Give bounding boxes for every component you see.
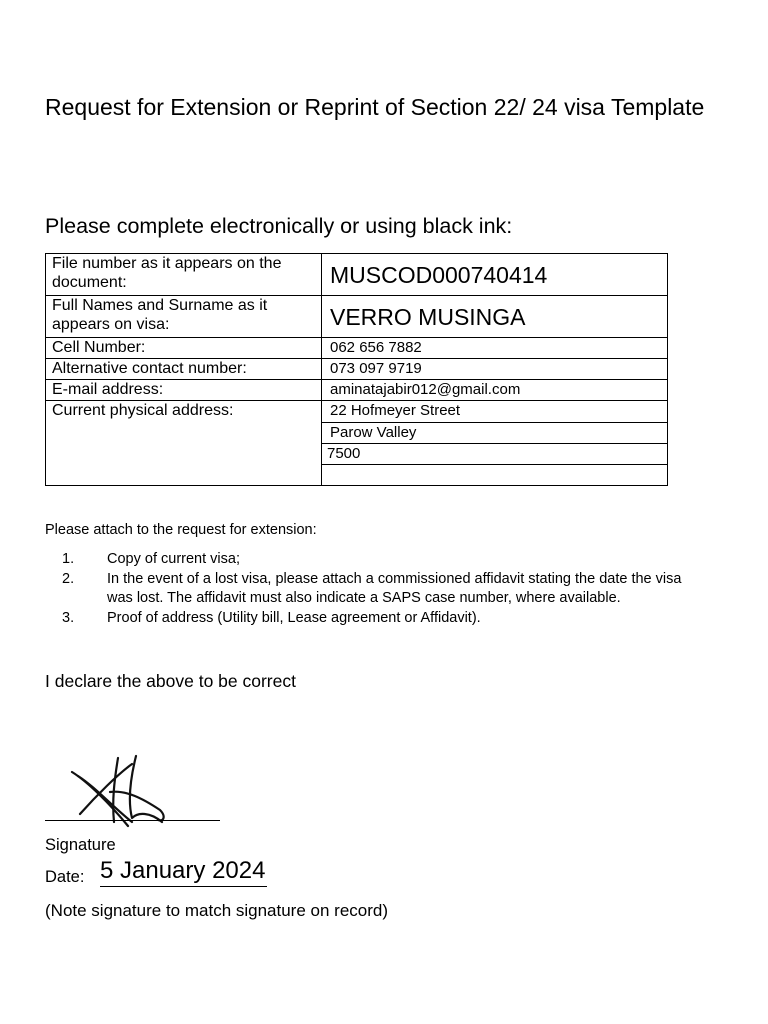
declaration-text: I declare the above to be correct [45, 671, 296, 691]
file-number-field[interactable]: MUSCOD000740414 [322, 254, 668, 296]
table-row [46, 296, 668, 338]
signature-note: (Note signature to match signature on record) [45, 901, 389, 920]
date-field[interactable]: 5 January 2024 [100, 856, 267, 887]
attachments-heading: Please attach to the request for extension: [45, 522, 317, 538]
table-row [46, 254, 668, 296]
email-label: E-mail address: [46, 380, 322, 401]
file-number-label: File number as it appears on the document: [46, 254, 322, 296]
address-line-2-field[interactable]: Parow Valley [322, 423, 668, 444]
signature-image [70, 752, 180, 830]
list-item-text: Copy of current visa; [107, 551, 240, 567]
attachments-list [45, 550, 685, 628]
table-row [46, 401, 668, 423]
page-title: Request for Extension or Reprint of Section 22/ 24 visa Template [45, 94, 705, 120]
list-item-number: 2. [62, 571, 75, 587]
address-line-1-field[interactable]: 22 Hofmeyer Street [322, 401, 668, 423]
list-item-text: Proof of address (Utility bill, Lease agreement or Affidavit). [107, 610, 481, 626]
list-item [45, 570, 685, 608]
alt-contact-field[interactable]: 073 097 9719 [322, 359, 668, 380]
list-item-number: 1. [62, 551, 75, 567]
list-item [45, 550, 685, 569]
table-row [46, 338, 668, 359]
signature-line [45, 820, 220, 821]
signature-label: Signature [45, 836, 116, 854]
full-name-field[interactable]: VERRO MUSINGA [322, 296, 668, 338]
list-item-number: 3. [62, 610, 75, 626]
address-line-4-field[interactable] [322, 465, 668, 486]
list-item-text: In the event of a lost visa, please attach a commissioned affidavit stating the date the visa was lost. The affidavit must also indicate a SAPS case number, where available. [107, 571, 682, 606]
table-row [46, 380, 668, 401]
instructions-text: Please complete electronically or using black ink: [45, 214, 513, 238]
address-line-3-field[interactable]: 7500 [322, 444, 668, 465]
table-row [46, 359, 668, 380]
date-label: Date: [45, 868, 85, 886]
alt-contact-label: Alternative contact number: [46, 359, 322, 380]
applicant-details-table [45, 253, 668, 486]
list-item [45, 609, 685, 628]
cell-number-field[interactable]: 062 656 7882 [322, 338, 668, 359]
address-label: Current physical address: [46, 401, 322, 486]
email-field[interactable]: aminatajabir012@gmail.com [322, 380, 668, 401]
cell-number-label: Cell Number: [46, 338, 322, 359]
full-name-label: Full Names and Surname as it appears on visa: [46, 296, 322, 338]
